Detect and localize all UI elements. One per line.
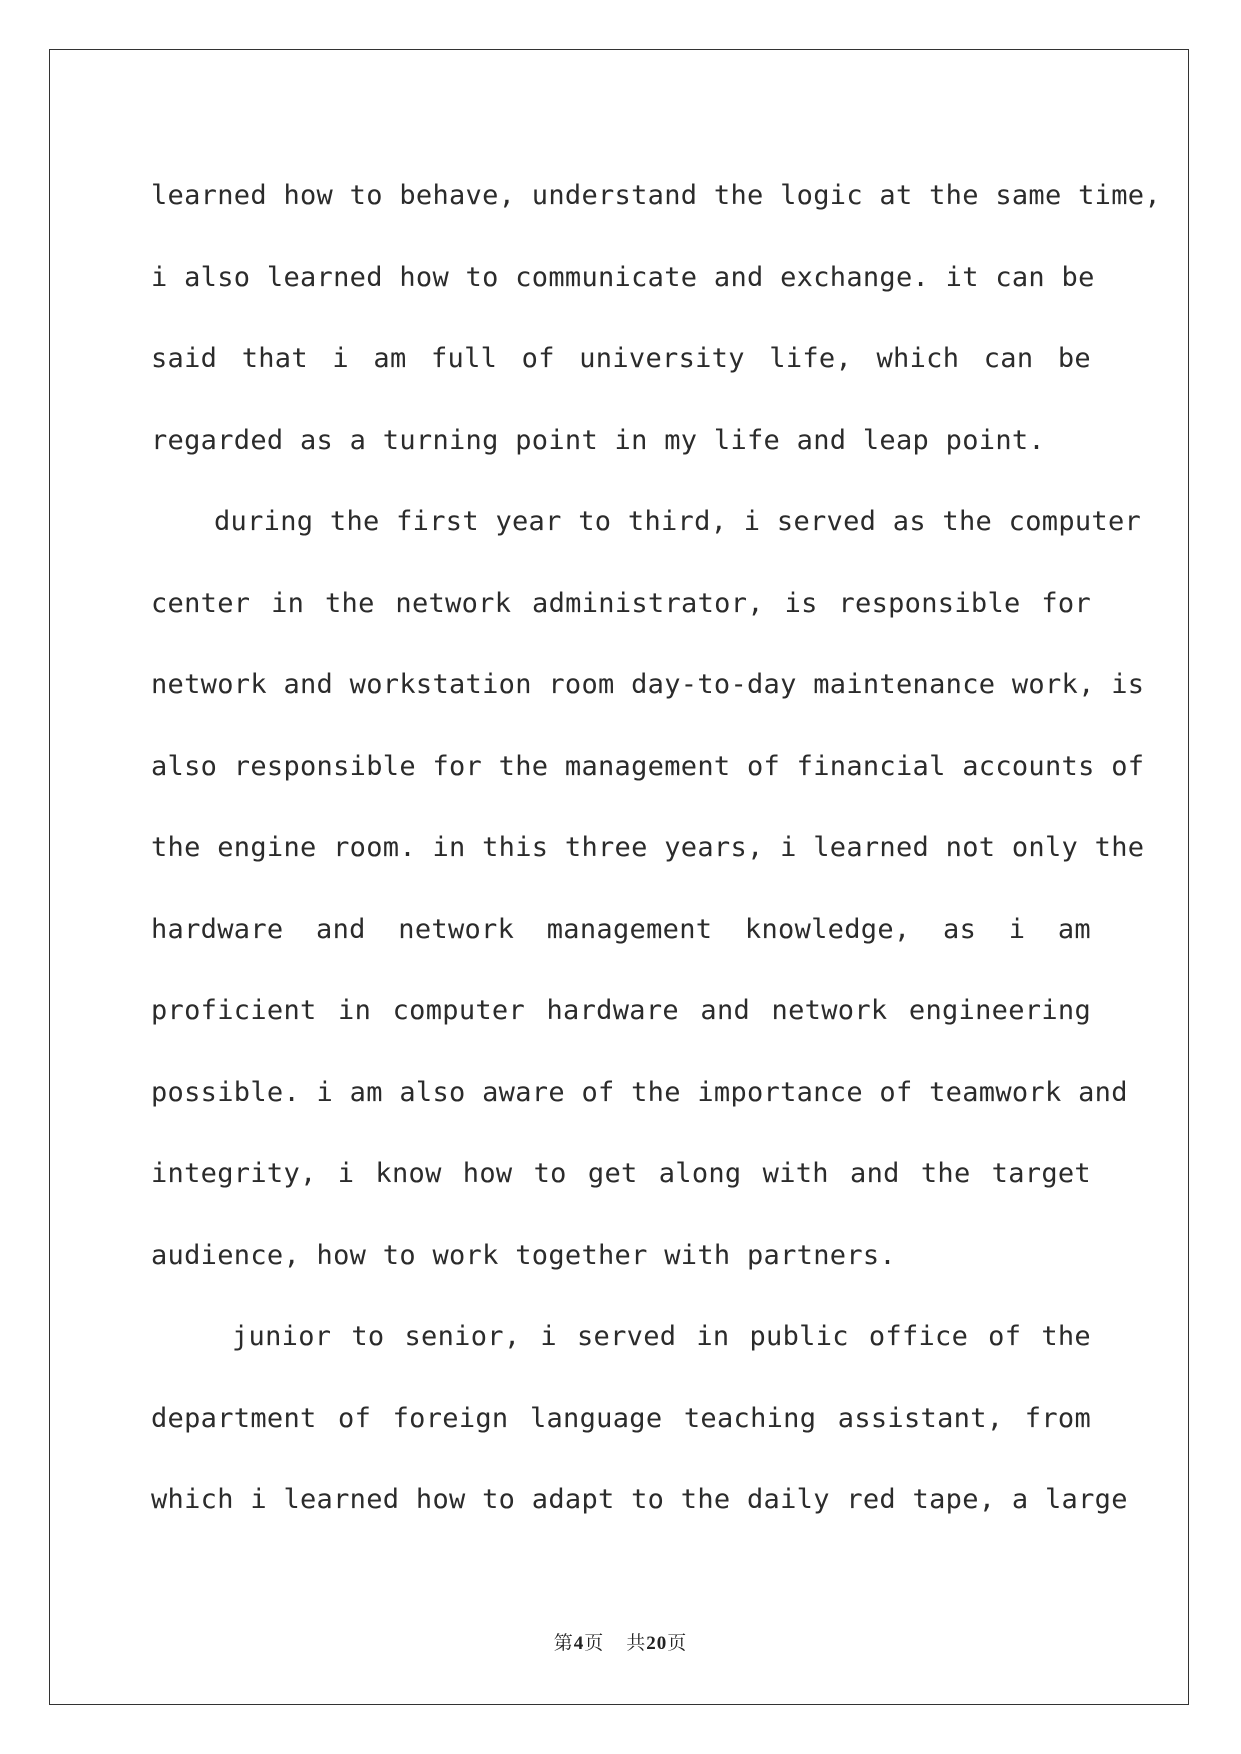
text-line: said that i am full of university life, which can be — [151, 343, 1091, 374]
text-line: audience, how to work together with partners. — [151, 1239, 896, 1271]
paragraph-first-line: during the first year to third, i served as the computer — [214, 506, 1142, 537]
text-line: network and workstation room day-to-day maintenance work, is — [151, 669, 1145, 700]
text-line: which i learned how to adapt to the daily red tape, a large — [151, 1484, 1128, 1515]
total-prefix: 共 — [626, 1632, 647, 1654]
paragraph-first-line: junior to senior, i served in public office of the — [232, 1321, 1091, 1352]
document-body — [151, 155, 1161, 1541]
page-footer — [0, 1628, 1241, 1655]
text-line: hardware and network management knowledge, as i am — [151, 913, 1091, 945]
text-line: the engine room. in this three years, i learned not only the — [151, 832, 1145, 863]
page-prefix: 第 — [553, 1632, 574, 1654]
text-line: also responsible for the management of financial accounts of — [151, 750, 1145, 782]
text-line: proficient in computer hardware and network engineering — [151, 995, 1091, 1026]
total-pages: 20 — [646, 1633, 668, 1654]
page-number: 4 — [573, 1633, 585, 1654]
text-line: learned how to behave, understand the logic at the same time, — [151, 180, 1161, 211]
text-line: regarded as a turning point in my life and leap point. — [151, 424, 1045, 456]
text-line: possible. i am also aware of the importance of teamwork and — [151, 1076, 1128, 1108]
text-line: center in the network administrator, is responsible for — [151, 587, 1091, 619]
text-line: integrity, i know how to get along with and the target — [151, 1158, 1091, 1189]
text-line: i also learned how to communicate and exchange. it can be — [151, 261, 1095, 293]
total-suffix: 页 — [667, 1632, 688, 1654]
text-line: department of foreign language teaching assistant, from — [151, 1402, 1091, 1434]
page-suffix: 页 — [584, 1632, 605, 1654]
